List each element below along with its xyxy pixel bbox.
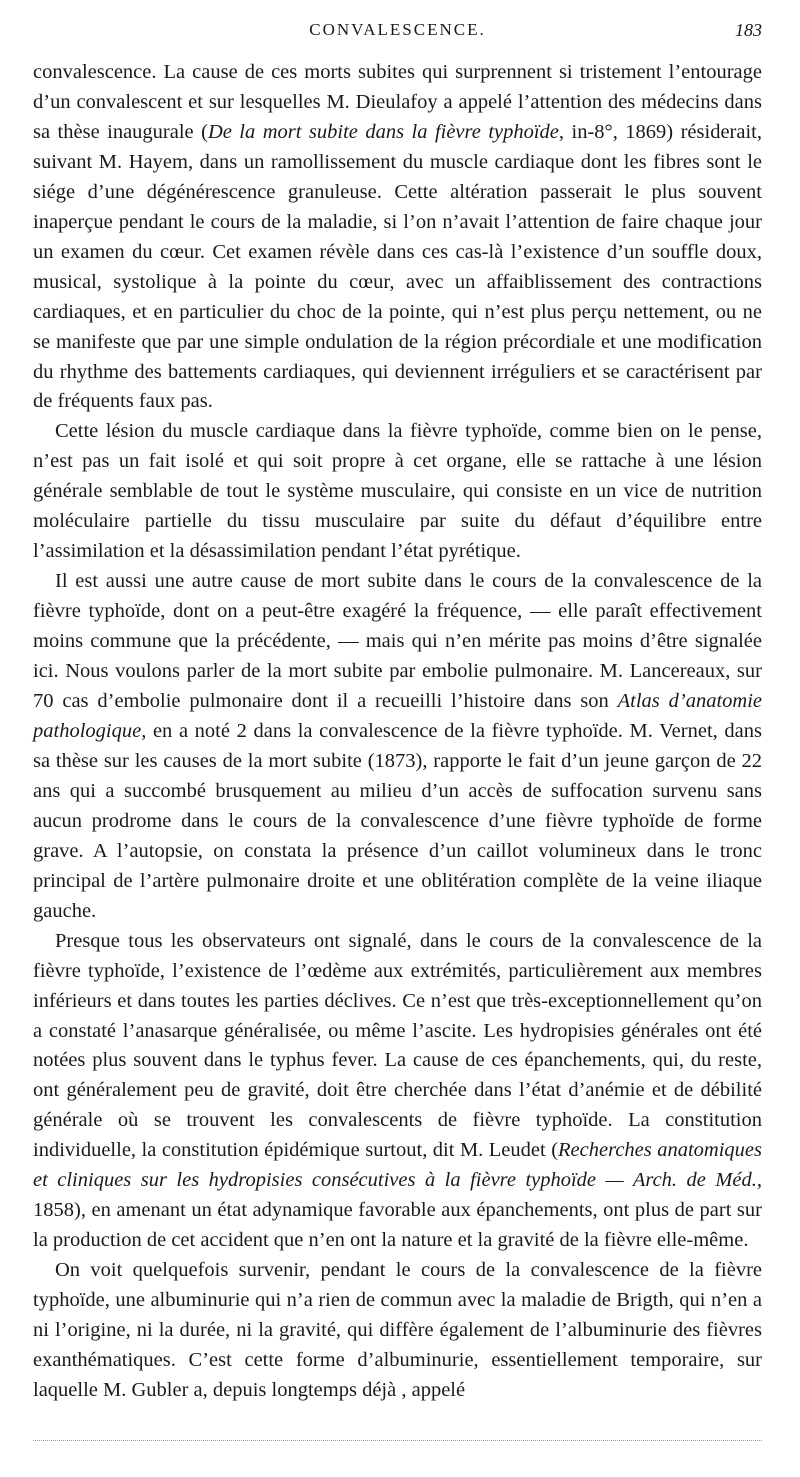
text-run: , in-8°, 1869) résiderait, suivant M. Hayem, dans un ramollissement du muscle cardiaque dont les fibres sont le siége d’une dégénérescence granuleuse. Cette altération passerait le plus souvent inaperçue pendant le cours de la maladie, si l’on n’avait l’attention de faire chaque jour un examen du cœur. Cet examen révèle dans ces cas-là l’existence d’un souffle doux, musical, systolique à la pointe du cœur, avec un affaiblissement des contractions cardiaques, et en particulier du choc de la pointe, qui n’est plus perçu nettement, ou ne se manifeste que par une simple ondulation de la région précordiale et une modification du rhythme des battements cardiaques, qui deviennent irréguliers et se caractérisent par de fréquents faux pas. [33,120,762,413]
page-number: 183 [735,20,762,40]
paragraph [33,1256,762,1406]
text-run: Cette lésion du muscle cardiaque dans la fièvre typhoïde, comme bien on le pense, n’est pas un fait isolé et qui soit propre à cet organe, elle se rattache à une lésion générale semblable de tout le système musculaire, qui consiste en un vice de nutrition moléculaire partielle du tissu musculaire par suite du défaut d’équilibre entre l’assimilation et la désassimilation pendant l’état pyrétique. [33,420,762,563]
text-run: Presque tous les observateurs ont signalé, dans le cours de la convalescence de la fièvre typhoïde, l’existence de l’œdème aux extrémités, particulièrement aux membres inférieurs et dans toutes les parties déclives. Ce n’est que très-exceptionnellement qu’on a constaté l’anasarque généralisée, ou même l’ascite. Les hydropisies générales ont été notées plus souvent dans le typhus fever. La cause de ces épanchements, qui, du reste, ont généralement peu de gravité, doit être cherchée dans l’état d’anémie et de débilité générale où se trouvent les convalescents de fièvre typhoïde. La constitution individuelle, la constitution épidémique surtout, dit M. Leudet ( [33,929,762,1162]
running-title: CONVALESCENCE. [309,20,486,39]
paragraph [33,58,762,417]
footer-dotted-rule [33,1440,762,1441]
text-run: On voit quelquefois survenir, pendant le cours de la convalescence de la fièvre typhoïde, une albuminurie qui n’a rien de commun avec la maladie de Brigth, qui n’en a ni l’origine, ni la durée, ni la gravité, qui diffère également de l’albuminurie des fièvres exanthématiques. C’est cette forme d’albuminurie, essentiellement temporaire, sur laquelle M. Gubler a, depuis longtemps déjà , appelé [33,1259,762,1401]
text-run: , en a noté 2 dans la convalescence de la fièvre typhoïde. M. Vernet, dans sa thèse sur les causes de la mort subite (1873), rapporte le fait d’un jeune garçon de 22 ans qui a succombé brusquement au milieu d’un accès de suffocation survenu sans aucun prodrome dans le cours de la convalescence d’une fièvre typhoïde de forme grave. A l’autopsie, on constata la présence d’un caillot volumineux dans le tronc principal de l’artère pulmonaire droite et une oblitération complète de la veine iliaque gauche. [33,719,762,922]
italic-citation: Atlas d’anatomie pathologique [33,690,763,742]
text-run: , 1858), en amenant un état adynamique favorable aux épanchements, ont plus de part sur la production de cet accident que n’en ont la nature et la gravité de la fièvre elle-même. [33,1169,762,1252]
paragraph [33,417,762,567]
page-header [33,0,762,54]
text-run: Il est aussi une autre cause de mort subite dans le cours de la convalescence de la fièvre typhoïde, dont on a peut-être exagéré la fréquence, — elle paraît effectivement moins commune que la précédente, — mais qui n’en mérite pas moins d’être signalée ici. Nous voulons parler de la mort subite par embolie pulmonaire. M. Lancereaux, sur 70 cas d’embolie pulmonaire dont il a recueilli l’histoire dans son [33,570,762,713]
italic-citation: De la mort subite dans la fièvre typhoïde [207,120,559,143]
paragraph [33,567,762,926]
paragraph [33,927,762,1256]
text-run: convalescence. La cause de ces morts subites qui surprennent si tristement l’entourage d’un convalescent et sur lesquelles M. Dieulafoy a appelé l’attention des médecins dans sa thèse inaugurale ( [33,61,762,143]
body-text [33,58,762,1406]
italic-citation: Recherches anatomiques et cliniques sur les hydropisies consécutives à la fièvre typhoïde — Arch. de Méd. [33,1139,763,1192]
